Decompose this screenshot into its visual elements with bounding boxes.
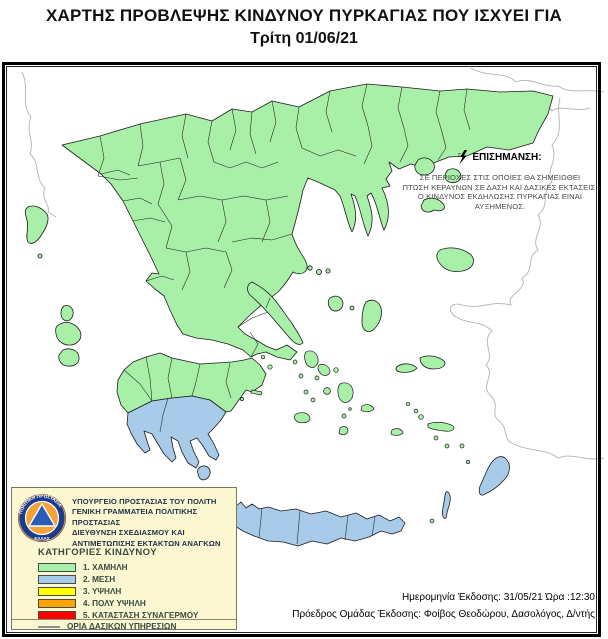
logo-ring-text-bottom: ΕΛΛΑΣ (34, 536, 50, 541)
island-small-cyclades (349, 408, 352, 411)
region-mainland-greece (62, 84, 553, 360)
issue-date: Ημερομηνία Έκδοσης: 31/05/21 Ώρα :12:30 (401, 592, 595, 603)
island-ikaria (396, 364, 417, 373)
boundary-line-symbol (38, 626, 60, 628)
island-kalymnos (419, 415, 424, 420)
legend-title: ΚΑΤΗΓΟΡΙΕΣ ΚΙΝΔΥΝΟΥ (38, 547, 157, 558)
island-tinos (318, 364, 330, 375)
island-astypalea (391, 429, 403, 436)
legend-label-high: 3. ΥΨΗΛΗ (83, 586, 122, 596)
legend-label-very-high: 4. ΠΟΛΥ ΥΨΗΛΗ (83, 598, 146, 608)
lightning-note (402, 150, 598, 211)
island-samos (420, 356, 445, 369)
island-ios (342, 414, 346, 418)
note-header (402, 150, 598, 165)
island-skyros (328, 296, 343, 311)
legend-label-medium: 2. ΜΕΣΗ (83, 574, 116, 584)
island-paxi (38, 254, 42, 258)
note-line: ΠΤΩΣΗ ΚΕΡΑΥΝΩΝ ΣΕ ΔΑΣΗ ΚΑΙ ΔΑΣΙΚΕΣ ΕΚΤΑΣΕΙΣ, (402, 182, 598, 192)
island-aegina (268, 365, 272, 369)
legend-divider (12, 619, 236, 620)
island-patmos (406, 402, 410, 406)
island-lesbos (437, 248, 474, 272)
note-header-text: ΕΠΙΣΗΜΑΝΣΗ: (472, 152, 542, 163)
turkey-north-coast-outline (470, 68, 604, 92)
note-body (402, 173, 598, 211)
island-santorini (339, 427, 348, 435)
island-skiathos (308, 266, 312, 270)
island-tilos (445, 444, 449, 448)
note-line: ΣΕ ΠΕΡΙΟΧΕΣ ΣΤΙΣ ΟΠΟΙΕΣ ΘΑ ΣΗΜΕΙΩΘΕΙ (419, 173, 581, 182)
region-crete (231, 502, 405, 546)
region-karpathos (442, 492, 450, 519)
island-chalki (466, 460, 469, 463)
island-zakynthos (59, 349, 79, 366)
legend-label-alarm: 5. ΚΑΤΑΣΤΑΣΗ ΣΥΝΑΓΕΡΜΟΥ (83, 610, 199, 620)
island-syros (315, 376, 319, 380)
region-sporades (308, 266, 343, 311)
island-amorgos (361, 405, 374, 412)
island-alonissos (326, 269, 330, 273)
region-kythira (198, 466, 211, 480)
map-title: ΧΑΡΤΗΣ ΠΡΟΒΛΕΨΗΣ ΚΙΝΔΥΝΟΥ ΠΥΡΚΑΓΙΑΣ ΠΟΥ ΙΣΧΥΕΙ ΓΙΑ (45, 6, 562, 25)
island-kea (293, 360, 297, 364)
region-cyclades (293, 351, 374, 435)
legend (38, 561, 198, 621)
island-kythnos (299, 374, 303, 378)
island-lefkada (61, 306, 73, 321)
forest-service-boundaries-entry (38, 622, 176, 631)
map-valid-date: Τρίτη 01/06/21 (250, 30, 358, 47)
island-kasos (430, 519, 434, 523)
issue-team: Πρόεδρος Ομάδας Έκδοσης: Φοίβος Θεοδώρου, Δασολόγος, Δ/ντής (292, 609, 595, 620)
island-milos (294, 413, 310, 423)
legend-row-low (38, 561, 198, 573)
island-leros (414, 409, 418, 413)
legend-swatch-medium (38, 575, 76, 584)
island-psara (350, 306, 354, 310)
note-line: Ο ΚΙΝΔΥΝΟΣ ΕΚΔΗΛΩΣΗΣ ΠΥΡΚΑΓΙΑΣ ΕΙΝΑΙ ΑΥΞΗΜΕΝΟΣ. (417, 192, 583, 211)
legend-row-very-high (38, 597, 198, 609)
region-rhodes (479, 457, 509, 496)
agency-line: ΓΕΝΙΚΗ ΓΡΑΜΜΑΤΕΙΑ ΠΟΛΙΤΙΚΗΣ ΠΡΟΣΤΑΣΙΑΣ (72, 507, 198, 527)
agency-name-lines (72, 497, 236, 549)
legend-swatch-high (38, 587, 76, 596)
civil-protection-logo (17, 493, 67, 543)
region-ionian-islands (25, 206, 81, 366)
island-salamina (261, 355, 265, 359)
island-naxos (338, 383, 353, 403)
region-peloponnese-south (127, 396, 226, 468)
island-paros (324, 388, 331, 395)
island-andros (305, 351, 319, 368)
boundary-label: ΟΡΙΑ ΔΑΣΙΚΩΝ ΥΠΗΡΕΣΙΩΝ (67, 622, 177, 631)
island-symi (460, 444, 464, 448)
region-dodecanese-green (391, 402, 470, 523)
legend-row-high (38, 585, 198, 597)
agency-legend-box (11, 487, 237, 630)
legend-row-medium (38, 573, 198, 585)
logo-ring-text-top: ΠΟΛΙΤΙΚΗ ΠΡΟΣΤΑΣΙΑ (17, 493, 63, 515)
island-kos (428, 422, 454, 431)
island-hydra (251, 390, 262, 395)
issue-info (292, 592, 595, 620)
agency-line: ΑΝΤΙΜΕΤΩΠΙΣΗΣ ΕΚΤΑΚΤΩΝ ΑΝΑΓΚΩΝ (72, 538, 221, 548)
island-serifos (304, 390, 308, 394)
lightning-bolt-icon (458, 150, 468, 165)
island-spetses (240, 397, 243, 400)
legend-swatch-low (38, 563, 76, 572)
island-corfu (25, 206, 48, 243)
island-kefalonia (56, 322, 81, 345)
agency-line: ΔΙΕΥΘΥΝΣΗ ΣΧΕΔΙΑΣΜΟΥ ΚΑΙ (72, 528, 185, 538)
island-skopelos (316, 269, 321, 274)
legend-swatch-very-high (38, 599, 76, 608)
agency-line: ΥΠΟΥΡΓΕΙΟ ΠΡΟΣΤΑΣΙΑΣ ΤΟΥ ΠΟΛΙΤΗ (72, 497, 217, 506)
albania-coast-outline (22, 72, 56, 217)
island-chios (362, 300, 382, 331)
island-mykonos (334, 368, 339, 373)
island-sifnos (311, 398, 315, 402)
legend-label-low: 1. ΧΑΜΗΛΗ (83, 562, 128, 572)
island-nisyros (434, 436, 438, 440)
